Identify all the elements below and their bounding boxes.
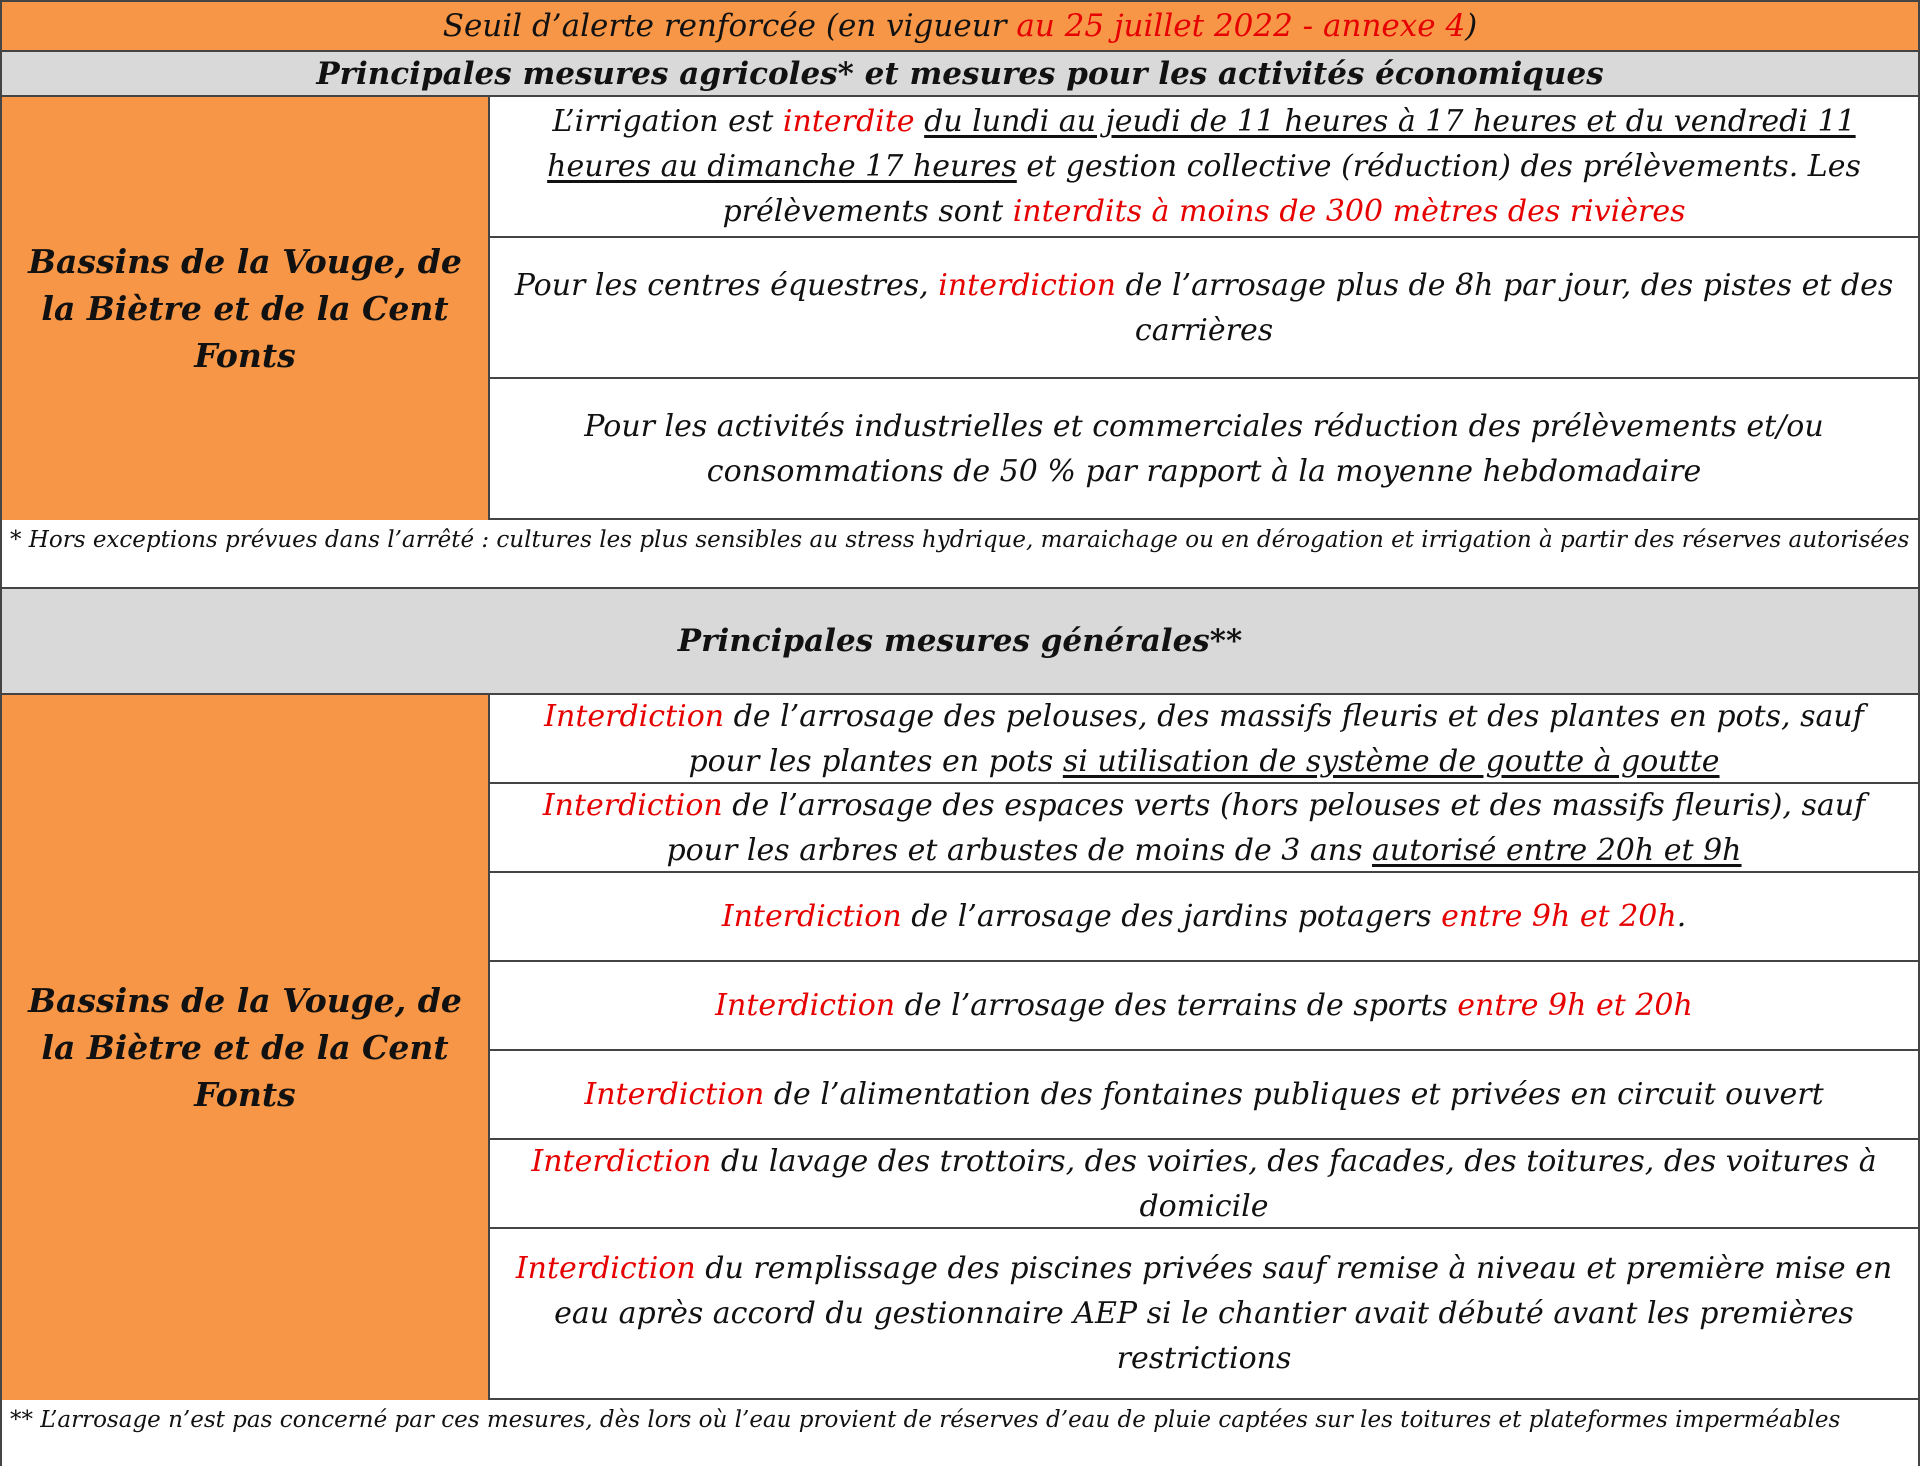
row-emphasis: Interdiction <box>515 1251 696 1286</box>
row-text: de l’arrosage des terrains de sports <box>895 988 1458 1023</box>
row-emphasis: interdite <box>782 104 915 139</box>
row-underlined: autorisé entre 20h et 9h <box>1372 832 1742 868</box>
section2-footnote: ** L’arrosage n’est pas concerné par ces mesures, dès lors où l’eau provient de réserves d’eau de pluie captées sur les toitures et plateformes imperméables <box>0 1400 1920 1466</box>
row-underlined: du lundi au jeudi de 11 heures à 17 heures et du vendredi 11 heures au dimanche 17 heures <box>547 104 1856 184</box>
industrial-row <box>490 379 1918 520</box>
section1-title: Principales mesures agricoles* et mesures pour les activités économiques <box>316 55 1604 92</box>
measure-row-fountains <box>490 1051 1918 1140</box>
row-emphasis: Interdiction <box>531 1143 712 1179</box>
row-text: L’irrigation est <box>552 104 783 139</box>
row-text: de l’arrosage plus de 8h par jour, des pistes et des carrières <box>1115 267 1894 348</box>
row-emphasis: interdits à moins de 300 mètres des rivières <box>1012 194 1686 229</box>
row-emphasis: interdiction <box>938 267 1116 303</box>
document-title <box>0 0 1920 52</box>
row-text: de l’alimentation des fontaines publiques et privées en circuit ouvert <box>764 1077 1824 1112</box>
row-emphasis: Interdiction <box>544 698 725 734</box>
row-text: Pour les activités industrielles et commerciales réduction des prélèvements et/ou consommations de 50 % par rapport à la moyenne hebdomadaire <box>584 408 1824 489</box>
row-text: du remplissage des piscines privées sauf remise à niveau et première mise en eau après accord du gestionnaire AEP si le chantier avait débuté avant les premières restrictions <box>554 1251 1893 1376</box>
row-emphasis: Interdiction <box>584 1077 765 1112</box>
title-prefix: Seuil d’alerte renforcée (en vigueur <box>442 8 1017 44</box>
title-suffix: ) <box>1465 8 1478 44</box>
section2-title: Principales mesures générales** <box>677 623 1243 659</box>
row-emphasis: Interdiction <box>715 988 896 1023</box>
row-text: de l’arrosage des pelouses, des massifs fleuris et des plantes en pots, sauf pour les plantes en pots <box>688 698 1864 779</box>
measure-row-pools <box>490 1229 1918 1400</box>
agri-irrigation-row <box>490 97 1918 238</box>
section2-basin-label: Bassins de la Vouge, de la Biètre et de la Cent Fonts <box>2 695 490 1400</box>
row-space <box>915 104 925 139</box>
section1-footnote: * Hors exceptions prévues dans l’arrêté : cultures les plus sensibles au stress hydrique, maraichage ou en dérogation et irrigation à partir des réserves autorisées <box>0 520 1920 589</box>
row-text: du lavage des trottoirs, des voiries, des facades, des toitures, des voitures à domicile <box>711 1143 1877 1224</box>
section1-basin-label: Bassins de la Vouge, de la Biètre et de la Cent Fonts <box>2 97 490 520</box>
row-text: et gestion collective (réduction) des prélèvements. Les prélèvements sont <box>722 149 1861 229</box>
row-emphasis: Interdiction <box>542 787 723 823</box>
row-underlined: si utilisation de système de goutte à goutte <box>1062 743 1720 779</box>
measure-row-sports-fields <box>490 962 1918 1051</box>
row-text: de l’arrosage des jardins potagers <box>901 899 1442 934</box>
row-emphasis: entre 9h et 20h <box>1441 899 1677 934</box>
row-emphasis: entre 9h et 20h <box>1457 988 1693 1023</box>
section1-table <box>0 97 1920 520</box>
section2-table <box>0 695 1920 1400</box>
row-text: de l’arrosage des espaces verts (hors pelouses et des massifs fleuris), sauf pour les arbres et arbustes de moins de 3 ans <box>666 787 1866 868</box>
row-emphasis: Interdiction <box>721 899 902 934</box>
equestrian-row <box>490 238 1918 379</box>
measure-row-green-spaces <box>490 784 1918 873</box>
row-text: Pour les centres équestres, <box>514 267 939 303</box>
row-text: . <box>1676 899 1687 934</box>
title-date-highlight: au 25 juillet 2022 - annexe 4 <box>1016 8 1466 44</box>
section2-heading <box>0 589 1920 695</box>
measure-row-washing <box>490 1140 1918 1229</box>
measure-row-lawns <box>490 695 1918 784</box>
measure-row-vegetable-gardens <box>490 873 1918 962</box>
section1-heading <box>0 52 1920 97</box>
